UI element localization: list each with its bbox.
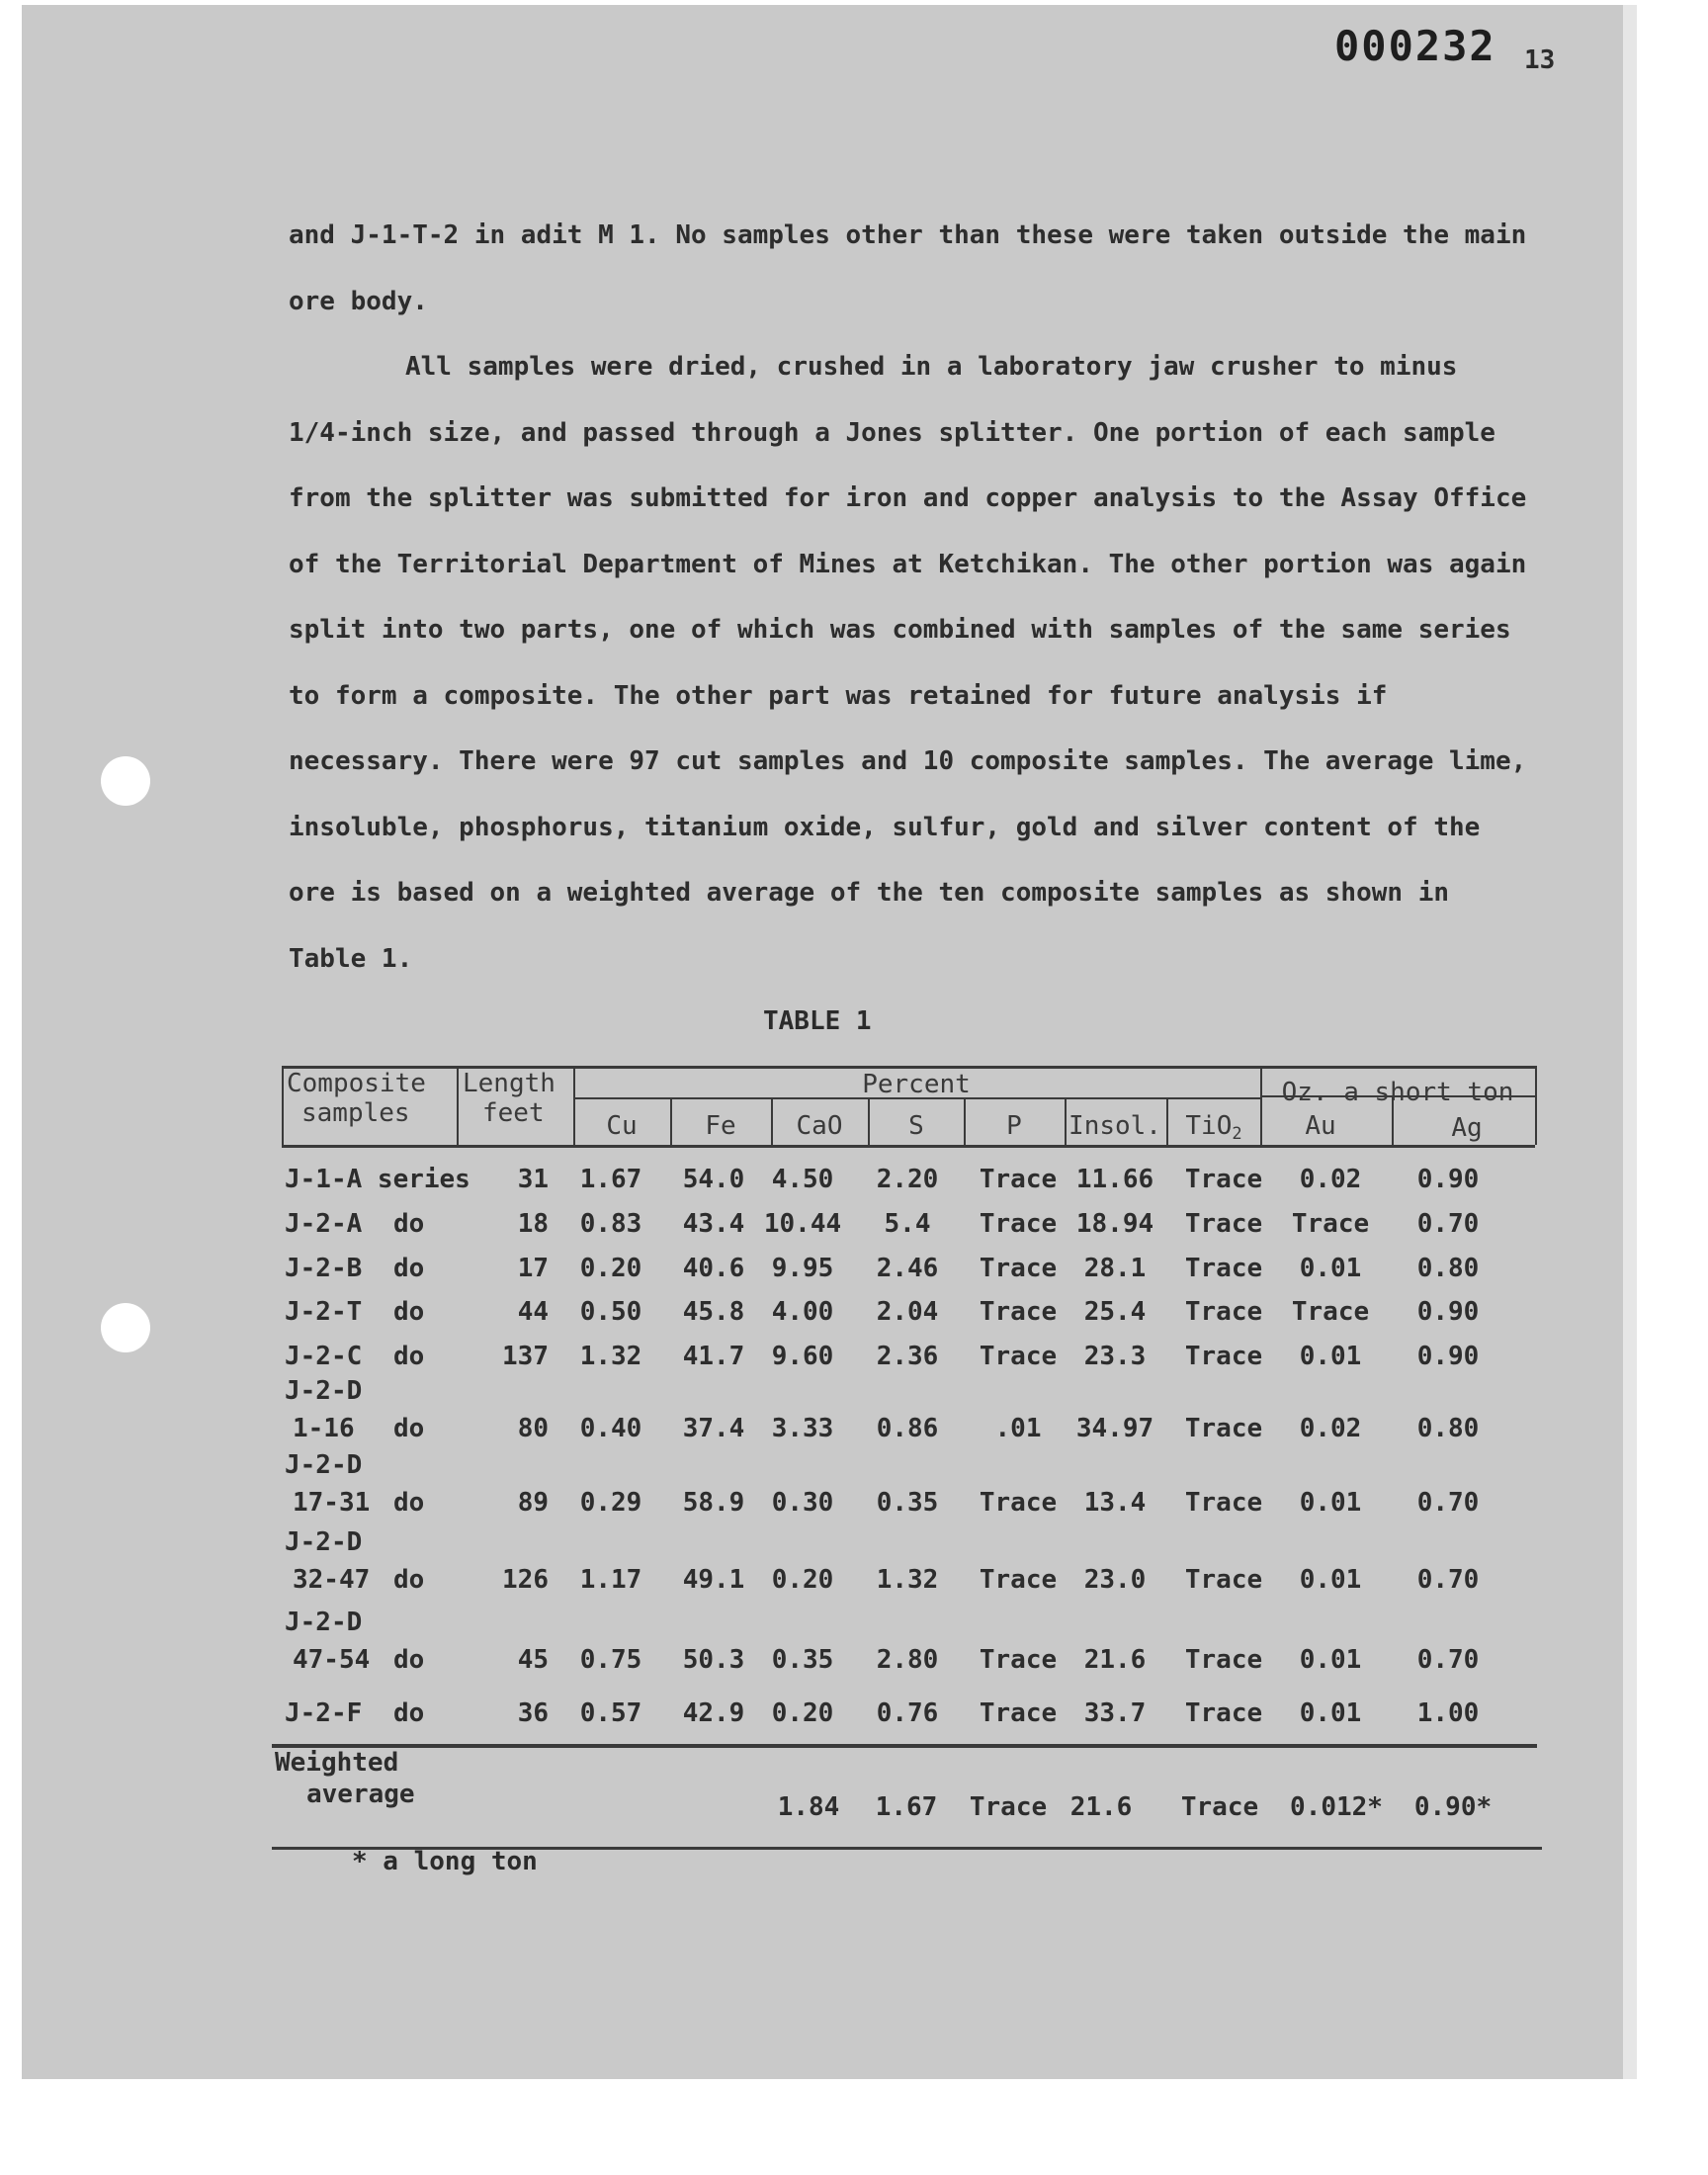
header-length-unit: feet: [482, 1098, 545, 1128]
table-row-1-length: 31: [517, 1165, 549, 1194]
table-row-10-s: 0.76: [876, 1698, 939, 1728]
table-row-6-cao: 3.33: [771, 1414, 834, 1443]
table-row-1-fe: 54.0: [682, 1165, 745, 1194]
table-row-8-cu: 1.17: [579, 1565, 642, 1595]
table-row-1-cao: 4.50: [771, 1165, 834, 1194]
table-row-6-fe: 37.4: [682, 1414, 745, 1443]
header-col-divider-11: [1535, 1066, 1537, 1145]
table-row-5-fe: 41.7: [682, 1342, 745, 1371]
table-row-9-sample-prefix: J-2-D: [285, 1608, 363, 1637]
header-oz-short-ton: Oz. a short ton: [1281, 1078, 1514, 1107]
table-row-5-p: Trace: [979, 1342, 1058, 1371]
paragraph-2: All samples were dried, crushed in a laboratory jaw crusher to minus 1/4-inch size, and passed through a Jones splitter. One portion of each sample from the splitter was submitted for iron and copper analysis to the Assay Office of the Territorial Department of Mines at Ketchikan. The other portion was again split into two parts, one of which was combined with samples of the same series to form a composite. The other part was retained for future analysis if necessary. There were 97 cut samples and 10 composite samples. The average lime, insoluble, phosphorus, titanium oxide, sulfur, gold and silver content of the ore is based on a weighted average of the ten composite samples as shown in Table 1.: [289, 352, 1527, 974]
weighted-au: 0.012*: [1290, 1792, 1383, 1822]
table-row-5-tio2: Trace: [1184, 1342, 1263, 1371]
table-row-7-ditto: do: [393, 1488, 425, 1518]
table-row-3-insol: 28.1: [1083, 1254, 1147, 1283]
header-col-divider-9: [1260, 1066, 1262, 1145]
table-row-2-length: 18: [517, 1209, 549, 1239]
page-number: 13: [1524, 45, 1556, 75]
table-row-10-cu: 0.57: [579, 1698, 642, 1728]
weighted-average-label-line2: average: [306, 1780, 415, 1809]
table-row-5-cu: 1.32: [579, 1342, 642, 1371]
table-row-5-length: 137: [502, 1342, 549, 1371]
table-row-9-insol: 21.6: [1083, 1645, 1147, 1675]
header-s: S: [908, 1111, 924, 1141]
header-p: P: [1006, 1111, 1022, 1141]
table-row-10-insol: 33.7: [1083, 1698, 1147, 1728]
document-stamp-number: 000232: [1334, 22, 1496, 70]
table-row-10-p: Trace: [979, 1698, 1058, 1728]
table-row-6-sample: 1-16: [293, 1414, 355, 1443]
table-row-9-fe: 50.3: [682, 1645, 745, 1675]
table-row-6-cu: 0.40: [579, 1414, 642, 1443]
table-row-2-cu: 0.83: [579, 1209, 642, 1239]
table-row-2-p: Trace: [979, 1209, 1058, 1239]
table-row-7-cao: 0.30: [771, 1488, 834, 1518]
header-col-divider-6: [964, 1097, 966, 1145]
table-row-8-length: 126: [502, 1565, 549, 1595]
table-row-9-p: Trace: [979, 1645, 1058, 1675]
table-row-8-sample: 32-47: [293, 1565, 371, 1595]
table-row-1-au: 0.02: [1299, 1165, 1362, 1194]
table-row-3-cao: 9.95: [771, 1254, 834, 1283]
weighted-cao: 1.84: [777, 1792, 840, 1822]
table-row-7-length: 89: [517, 1488, 549, 1518]
header-col-divider-8: [1166, 1097, 1168, 1145]
table-row-1-cu: 1.67: [579, 1165, 642, 1194]
table-row-5-ag: 0.90: [1416, 1342, 1480, 1371]
table-row-9-ag: 0.70: [1416, 1645, 1480, 1675]
table-row-5-ditto: do: [393, 1342, 425, 1371]
table-row-9-s: 2.80: [876, 1645, 939, 1675]
table-row-6-sample-prefix: J-2-D: [285, 1376, 363, 1406]
table-row-4-s: 2.04: [876, 1297, 939, 1327]
table-row-10-au: 0.01: [1299, 1698, 1362, 1728]
table-row-8-insol: 23.0: [1083, 1565, 1147, 1595]
table-row-2-fe: 43.4: [682, 1209, 745, 1239]
table-title: TABLE 1: [763, 1006, 872, 1036]
paragraph-1: and J-1-T-2 in adit M 1. No samples other than these were taken outside the main ore body.: [289, 220, 1527, 316]
table-footnote: * a long ton: [352, 1847, 538, 1876]
table-row-8-sample-prefix: J-2-D: [285, 1527, 363, 1557]
table-row-7-p: Trace: [979, 1488, 1058, 1518]
weighted-ag: 0.90*: [1413, 1792, 1493, 1822]
table-row-10-tio2: Trace: [1184, 1698, 1263, 1728]
header-composite-samples: Composite: [287, 1069, 426, 1098]
header-col-divider-0: [282, 1066, 284, 1145]
header-col-divider-3: [670, 1097, 672, 1145]
table-row-4-tio2: Trace: [1184, 1297, 1263, 1327]
table-row-4-sample: J-2-T: [285, 1297, 363, 1327]
table-row-4-length: 44: [517, 1297, 549, 1327]
table-row-6-insol: 34.97: [1075, 1414, 1154, 1443]
table-row-4-ag: 0.90: [1416, 1297, 1480, 1327]
table-row-3-ditto: do: [393, 1254, 425, 1283]
table-row-9-cao: 0.35: [771, 1645, 834, 1675]
table-row-6-p: .01: [994, 1414, 1042, 1443]
table-row-1-ag: 0.90: [1416, 1165, 1480, 1194]
table-row-4-fe: 45.8: [682, 1297, 745, 1327]
table-row-8-s: 1.32: [876, 1565, 939, 1595]
table-row-3-fe: 40.6: [682, 1254, 745, 1283]
table-row-9-ditto: do: [393, 1645, 425, 1675]
weighted-insol: 21.6: [1069, 1792, 1133, 1822]
header-fe: Fe: [705, 1111, 736, 1141]
table-row-5-au: 0.01: [1299, 1342, 1362, 1371]
table-row-6-tio2: Trace: [1184, 1414, 1263, 1443]
table-row-7-sample-prefix: J-2-D: [285, 1450, 363, 1480]
table-row-6-ditto: do: [393, 1414, 425, 1443]
table-row-7-cu: 0.29: [579, 1488, 642, 1518]
table-row-10-cao: 0.20: [771, 1698, 834, 1728]
header-composite-samples-line2: samples: [301, 1098, 410, 1128]
table-row-10-ag: 1.00: [1416, 1698, 1480, 1728]
table-row-3-s: 2.46: [876, 1254, 939, 1283]
table-row-3-length: 17: [517, 1254, 549, 1283]
table-row-10-fe: 42.9: [682, 1698, 745, 1728]
table-row-3-cu: 0.20: [579, 1254, 642, 1283]
table-row-6-ag: 0.80: [1416, 1414, 1480, 1443]
body-text: [289, 203, 1534, 992]
table-row-3-tio2: Trace: [1184, 1254, 1263, 1283]
header-col-divider-1: [457, 1066, 459, 1145]
table-row-1-sample: J-1-A series: [285, 1165, 470, 1194]
table-row-3-sample: J-2-B: [285, 1254, 363, 1283]
table-row-4-insol: 25.4: [1083, 1297, 1147, 1327]
table-row-8-ditto: do: [393, 1565, 425, 1595]
table-row-2-insol: 18.94: [1075, 1209, 1154, 1239]
table-row-6-s: 0.86: [876, 1414, 939, 1443]
sheet-edge: [1623, 5, 1637, 2079]
table-row-8-p: Trace: [979, 1565, 1058, 1595]
header-col-divider-4: [771, 1097, 773, 1145]
table-row-2-cao: 10.44: [763, 1209, 842, 1239]
table-row-7-ag: 0.70: [1416, 1488, 1480, 1518]
header-col-divider-2: [573, 1066, 575, 1145]
header-ag: Ag: [1451, 1113, 1483, 1143]
header-tio2: [1185, 1111, 1241, 1149]
punch-hole-bottom: [101, 1303, 150, 1352]
table-row-7-sample: 17-31: [293, 1488, 371, 1518]
header-col-divider-7: [1065, 1097, 1067, 1145]
weighted-tio2: Trace: [1180, 1792, 1259, 1822]
table-row-5-insol: 23.3: [1083, 1342, 1147, 1371]
weighted-s: 1.67: [875, 1792, 938, 1822]
table-row-7-fe: 58.9: [682, 1488, 745, 1518]
table-row-2-s: 5.4: [884, 1209, 931, 1239]
table-row-4-p: Trace: [979, 1297, 1058, 1327]
table-row-2-sample: J-2-A: [285, 1209, 363, 1239]
table-row-1-insol: 11.66: [1075, 1165, 1154, 1194]
table-row-8-cao: 0.20: [771, 1565, 834, 1595]
punch-hole-top: [101, 756, 150, 806]
table-row-7-tio2: Trace: [1184, 1488, 1263, 1518]
table-row-7-au: 0.01: [1299, 1488, 1362, 1518]
table-row-10-sample: J-2-F: [285, 1698, 363, 1728]
table-row-7-s: 0.35: [876, 1488, 939, 1518]
table-row-3-au: 0.01: [1299, 1254, 1362, 1283]
table-row-4-cao: 4.00: [771, 1297, 834, 1327]
table-row-2-ditto: do: [393, 1209, 425, 1239]
header-col-divider-5: [868, 1097, 870, 1145]
table-row-2-tio2: Trace: [1184, 1209, 1263, 1239]
table-row-4-cu: 0.50: [579, 1297, 642, 1327]
weighted-p: Trace: [969, 1792, 1048, 1822]
header-insol: Insol.: [1068, 1111, 1161, 1141]
header-length: Length: [463, 1069, 555, 1098]
table-row-2-ag: 0.70: [1416, 1209, 1480, 1239]
table-row-3-ag: 0.80: [1416, 1254, 1480, 1283]
table-row-10-length: 36: [517, 1698, 549, 1728]
header-cao: CaO: [796, 1111, 843, 1141]
table-row-7-insol: 13.4: [1083, 1488, 1147, 1518]
table-row-4-ditto: do: [393, 1297, 425, 1327]
table-row-6-au: 0.02: [1299, 1414, 1362, 1443]
table-row-8-fe: 49.1: [682, 1565, 745, 1595]
header-tio2-subscript: 2: [1232, 1124, 1242, 1144]
table-row-9-cu: 0.75: [579, 1645, 642, 1675]
table-row-8-ag: 0.70: [1416, 1565, 1480, 1595]
table-row-8-au: 0.01: [1299, 1565, 1362, 1595]
header-percent: Percent: [862, 1070, 971, 1099]
table-row-10-ditto: do: [393, 1698, 425, 1728]
table-row-9-sample: 47-54: [293, 1645, 371, 1675]
table-row-9-tio2: Trace: [1184, 1645, 1263, 1675]
table-row-2-au: Trace: [1291, 1209, 1370, 1239]
table-row-5-cao: 9.60: [771, 1342, 834, 1371]
header-cu: Cu: [606, 1111, 638, 1141]
table-row-5-s: 2.36: [876, 1342, 939, 1371]
table-row-5-sample: J-2-C: [285, 1342, 363, 1371]
weighted-top-rule: [272, 1744, 1537, 1748]
table-row-6-length: 80: [517, 1414, 549, 1443]
table-row-4-au: Trace: [1291, 1297, 1370, 1327]
table-row-1-p: Trace: [979, 1165, 1058, 1194]
table-row-9-au: 0.01: [1299, 1645, 1362, 1675]
header-bottom-rule: [282, 1145, 1535, 1148]
header-tio2-base: TiO: [1185, 1111, 1233, 1141]
table-row-1-tio2: Trace: [1184, 1165, 1263, 1194]
table-row-3-p: Trace: [979, 1254, 1058, 1283]
table-row-8-tio2: Trace: [1184, 1565, 1263, 1595]
weighted-average-label: Weighted: [275, 1748, 399, 1778]
table-row-9-length: 45: [517, 1645, 549, 1675]
table-row-1-s: 2.20: [876, 1165, 939, 1194]
header-au: Au: [1305, 1111, 1336, 1141]
